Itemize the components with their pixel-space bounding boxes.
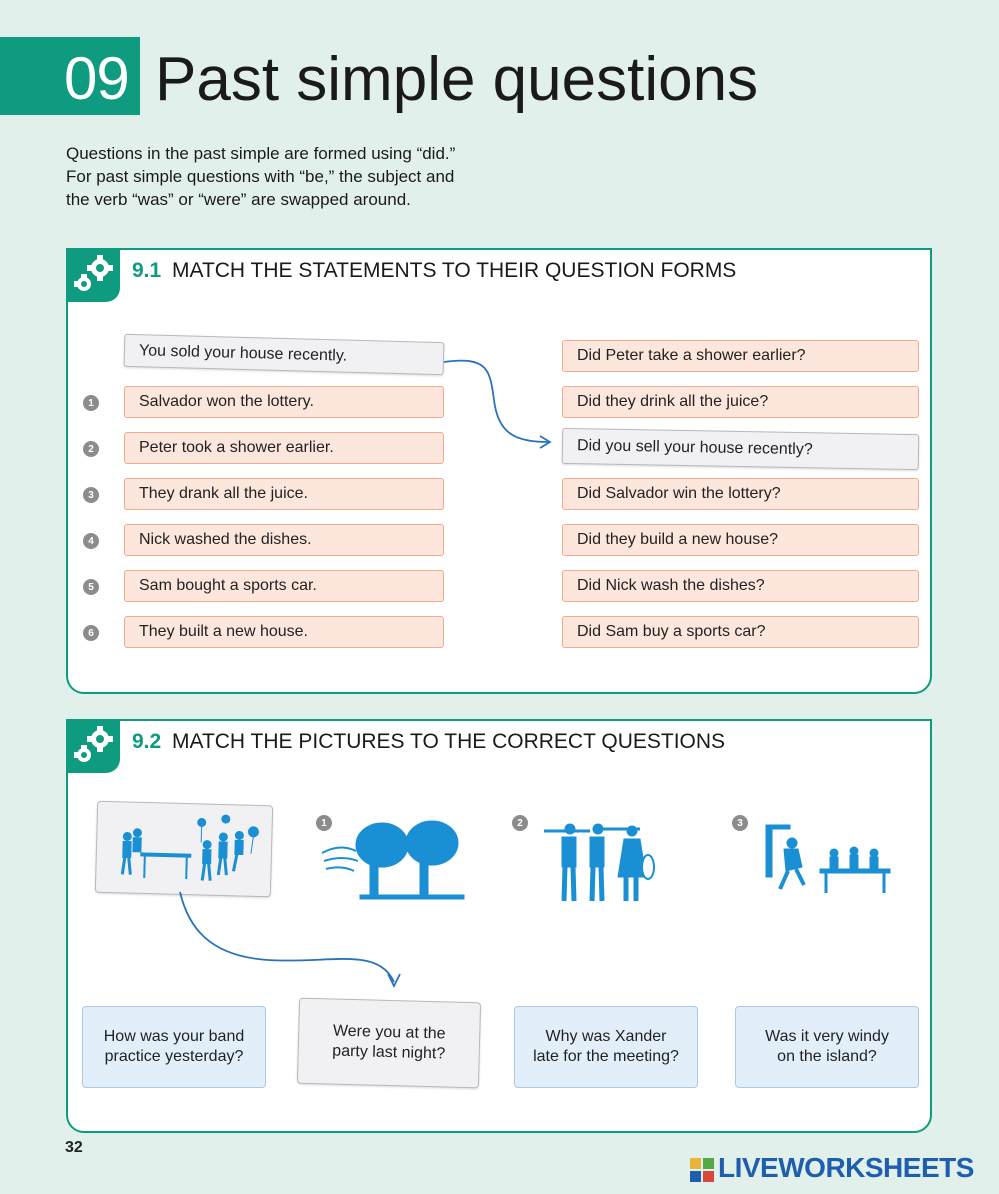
question-box[interactable]: Did Peter take a shower earlier? <box>562 340 919 372</box>
gears-icon <box>66 248 120 302</box>
example-question: Did you sell your house recently? <box>562 428 920 470</box>
statement-box[interactable]: They drank all the juice. <box>124 478 444 510</box>
question-box[interactable] <box>514 1006 698 1088</box>
intro-line: the verb “was” or “were” are swapped around. <box>66 190 411 209</box>
question-line: Why was Xander <box>545 1028 667 1045</box>
exercise-title: MATCH THE STATEMENTS TO THEIR QUESTION FORMS <box>172 259 737 282</box>
statement-box[interactable]: Salvador won the lottery. <box>124 386 444 418</box>
number-badge: 4 <box>83 533 99 549</box>
number-badge: 5 <box>83 579 99 595</box>
question-box[interactable]: Did they build a new house? <box>562 524 919 556</box>
exercise-title: MATCH THE PICTURES TO THE CORRECT QUESTIONS <box>172 730 726 753</box>
number-badge: 2 <box>83 441 99 457</box>
statement-box[interactable]: Peter took a shower earlier. <box>124 432 444 464</box>
question-line: late for the meeting? <box>533 1048 679 1065</box>
page-title: Past simple questions <box>155 45 759 114</box>
example-statement: You sold your house recently. <box>124 334 445 375</box>
example-question <box>297 998 481 1089</box>
question-line: Was it very windy <box>765 1028 889 1045</box>
party-icon <box>95 801 273 898</box>
question-box[interactable] <box>735 1006 919 1088</box>
number-badge: 6 <box>83 625 99 641</box>
question-line: party last night? <box>332 1042 446 1063</box>
number-badge: 3 <box>83 487 99 503</box>
watermark: LIVEWORKSHEETS <box>718 1152 974 1183</box>
gears-icon <box>66 719 120 773</box>
statement-box[interactable]: Nick washed the dishes. <box>124 524 444 556</box>
question-line: on the island? <box>777 1048 877 1065</box>
question-box[interactable]: Did Sam buy a sports car? <box>562 616 919 648</box>
band-icon <box>540 817 670 903</box>
exercise-9-2-panel <box>66 719 932 1133</box>
example-arrow <box>438 350 558 450</box>
intro-line: Questions in the past simple are formed using “did.” <box>66 144 456 163</box>
intro-text <box>66 142 506 211</box>
statement-box[interactable]: Sam bought a sports car. <box>124 570 444 602</box>
chapter-number: 09 <box>64 45 129 112</box>
question-line: Were you at the <box>332 1022 446 1043</box>
question-box[interactable]: Did Nick wash the dishes? <box>562 570 919 602</box>
number-badge: 1 <box>83 395 99 411</box>
number-badge: 1 <box>316 815 332 831</box>
number-badge: 3 <box>732 815 748 831</box>
question-line: How was your band <box>103 1028 245 1045</box>
question-box[interactable]: Did Salvador win the lottery? <box>562 478 919 510</box>
windy-trees-icon <box>320 813 470 903</box>
exercise-9-1-panel <box>66 248 932 694</box>
exercise-number: 9.1 <box>132 259 162 282</box>
question-line: practice yesterday? <box>104 1048 244 1065</box>
question-box[interactable] <box>82 1006 266 1088</box>
intro-line: For past simple questions with “be,” the subject and <box>66 167 455 186</box>
late-meeting-icon <box>764 823 894 903</box>
exercise-number: 9.2 <box>132 730 162 753</box>
liveworksheets-logo-icon <box>690 1158 714 1182</box>
number-badge: 2 <box>512 815 528 831</box>
question-box[interactable]: Did they drink all the juice? <box>562 386 919 418</box>
page-number: 32 <box>65 1139 83 1156</box>
statement-box[interactable]: They built a new house. <box>124 616 444 648</box>
